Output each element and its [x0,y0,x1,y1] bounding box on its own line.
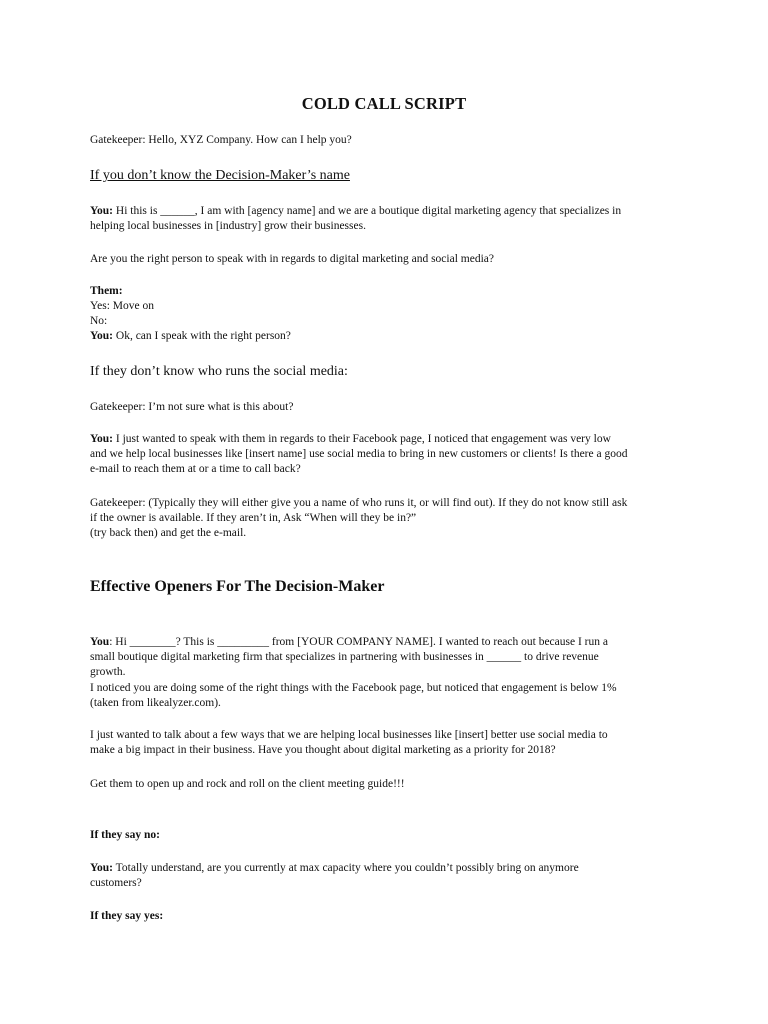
gatekeeper-typical-line-1: Gatekeeper: (Typically they will either give you a name of who runs it, or will find out). If they do not know still ask [90,497,628,509]
page-title: COLD CALL SCRIPT [301,94,467,113]
section-heading-unknown-social: If they don’t know who runs the social media: [90,364,348,379]
no-response-line-2: customers? [90,877,142,889]
them-no-line: No: [90,315,108,327]
right-person-question: Are you the right person to speak with in regards to digital marketing and social media? [90,253,494,265]
them-label: Them: [90,285,123,297]
opener-line-4: I noticed you are doing some of the right things with the Facebook page, but noticed that engagement is below 1% [90,682,617,694]
you-intro-line-2: helping local businesses in [industry] grow their businesses. [90,220,366,232]
opener-para2-line-1: I just wanted to talk about a few ways that we are helping local businesses like [insert] better use social media to [90,729,608,741]
no-response-line-1 [90,861,690,876]
section-heading-openers: Effective Openers For The Decision-Maker [90,578,385,595]
no-response-text-1: Totally understand, are you currently at max capacity where you couldn’t possibly bring on anymore [113,862,579,874]
if-they-say-yes-heading: If they say yes: [90,910,164,922]
you-facebook-line-1 [90,432,690,447]
them-yes-line: Yes: Move on [90,300,155,312]
you-facebook-line-2: and we help local businesses like [insert name] use social media to bring in new customers or clients! Is there a good [90,448,628,460]
you-label: You: [90,330,114,342]
you-right-person-line [90,329,690,344]
if-they-say-no-heading: If they say no: [90,829,160,841]
you-right-person-text: Ok, can I speak with the right person? [113,330,291,342]
opener-line-2: small boutique digital marketing firm that specializes in partnering with businesses in ______ to drive revenue [90,651,599,663]
you-facebook-text-1: I just wanted to speak with them in regards to their Facebook page, I noticed that engagement was very low [113,433,611,445]
opener-line-1 [90,635,690,650]
client-meeting-guide-line: Get them to open up and rock and roll on the client meeting guide!!! [90,778,405,790]
you-facebook-line-3: e-mail to reach them at or a time to call back? [90,463,301,475]
opener-line-5: (taken from likealyzer.com). [90,697,221,709]
opener-para2-line-2: make a big impact in their business. Have you thought about digital marketing as a priority for 2018? [90,744,556,756]
gatekeeper-typical-line-3: (try back then) and get the e-mail. [90,527,247,539]
section-heading-unknown-name: If you don’t know the Decision-Maker’s name [90,168,350,183]
gatekeeper-typical-line-2: if the owner is available. If they aren’t in, Ask “When will they be in?” [90,512,417,524]
gatekeeper-greeting: Gatekeeper: Hello, XYZ Company. How can I help you? [90,134,352,146]
you-intro-text-1: Hi this is ______, I am with [agency name] and we are a boutique digital marketing agency that specializes in [113,205,622,217]
gatekeeper-not-sure-line: Gatekeeper: I’m not sure what is this about? [90,401,294,413]
you-label: You: [90,862,114,874]
opener-line-3: growth. [90,666,126,678]
you-intro-line-1 [90,204,690,219]
you-label: You: [90,205,114,217]
opener-text-1: : Hi ________? This is _________ from [YOUR COMPANY NAME]. I wanted to reach out because I run a [109,636,608,648]
you-label: You [90,636,110,648]
you-label: You: [90,433,114,445]
